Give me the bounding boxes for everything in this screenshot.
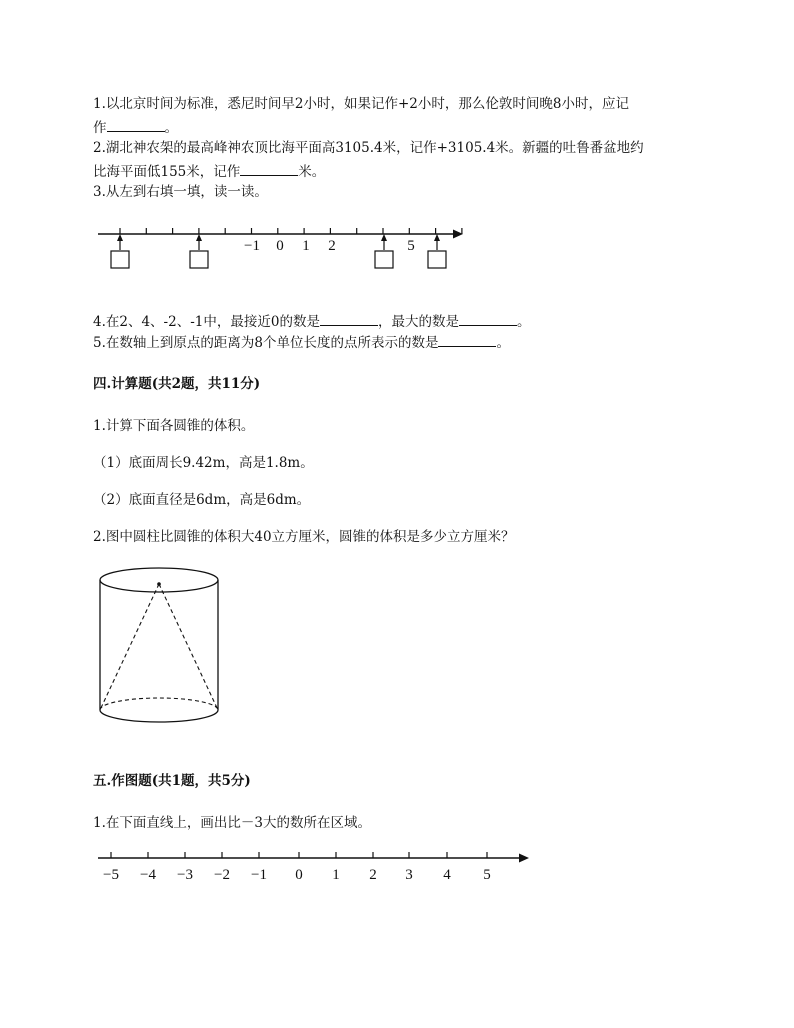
arrowhead-icon	[117, 234, 123, 241]
cylinder-cone-figure	[100, 568, 218, 722]
q3-answer-box-1[interactable]	[111, 234, 129, 268]
s4-q2: 2.图中圆柱比圆锥的体积大40立方厘米，圆锥的体积是多少立方厘米？	[93, 529, 515, 545]
answer-box[interactable]	[111, 251, 129, 268]
q4-line	[93, 311, 530, 331]
answer-box[interactable]	[428, 251, 446, 268]
q4-middle: ，最大的数是	[377, 314, 459, 330]
q4-answer-blank-1[interactable]	[320, 311, 378, 326]
q3-answer-box-4[interactable]	[428, 234, 446, 268]
q1-prefix: 作	[93, 120, 107, 136]
cylinder-top-ellipse	[100, 568, 218, 592]
s5-label: −5	[103, 867, 119, 883]
q3-label: 1	[302, 238, 310, 254]
arrowhead-icon	[381, 234, 387, 241]
cylinder-bottom-back	[100, 698, 218, 710]
cone-right-edge	[159, 584, 218, 710]
q2-prefix: 比海平面低155米，记作	[93, 164, 241, 180]
q1-line1: 1.以北京时间为标准，悉尼时间早2小时，如果记作+2小时，那么伦敦时间晚8小时，应记	[93, 96, 629, 112]
s4-q1: 1.计算下面各圆锥的体积。	[93, 418, 255, 434]
cone-left-edge	[100, 584, 159, 710]
s5-label: −1	[251, 867, 267, 883]
s5-label: 1	[332, 867, 340, 883]
s5-number-line	[98, 852, 529, 883]
q3-labels	[244, 238, 415, 254]
s5-q1: 1.在下面直线上，画出比－3大的数所在区域。	[93, 815, 371, 831]
answer-box[interactable]	[375, 251, 393, 268]
s5-label: 5	[483, 867, 491, 883]
q3-label: 0	[276, 238, 284, 254]
q3-label: 5	[407, 238, 415, 254]
s5-labels	[103, 867, 491, 883]
q1-suffix: 。	[164, 120, 178, 136]
s4-q1-b: （2）底面直径是6dm，高是6dm。	[93, 492, 311, 508]
s4-q1-a: （1）底面周长9.42m，高是1.8m。	[93, 455, 314, 471]
s5-label: 0	[295, 867, 303, 883]
q5-suffix: 。	[496, 335, 510, 351]
q4-prefix: 4.在2、4、-2、-1中，最接近0的数是	[93, 314, 320, 330]
q5-prefix: 5.在数轴上到原点的距离为8个单位长度的点所表示的数是	[93, 335, 439, 351]
section4-title: 四.计算题(共2题，共11分)	[93, 376, 261, 392]
q2-suffix: 米。	[298, 164, 326, 180]
q3-answer-box-3[interactable]	[375, 234, 393, 268]
s5-label: 3	[405, 867, 413, 883]
section5-title: 五.作图题(共1题，共5分)	[93, 773, 251, 789]
s5-ticks	[111, 852, 487, 858]
s5-label: 2	[369, 867, 377, 883]
arrowhead-icon	[434, 234, 440, 241]
cylinder-bottom-front	[100, 710, 218, 722]
q3-label: 2	[328, 238, 336, 254]
s5-label: −3	[177, 867, 193, 883]
s5-label: −4	[140, 867, 156, 883]
q5-answer-blank[interactable]	[438, 332, 496, 347]
arrowhead-icon	[196, 234, 202, 241]
q2-line1: 2.湖北神农架的最高峰神农顶比海平面高3105.4米，记作+3105.4米。新疆的吐鲁番盆地约	[93, 140, 644, 156]
q3-label: −1	[244, 238, 260, 254]
q5-line	[93, 332, 510, 352]
q4-suffix: 。	[516, 314, 531, 330]
answer-box[interactable]	[190, 251, 208, 268]
q4-answer-blank-2[interactable]	[459, 311, 517, 326]
s5-axis-arrowhead	[519, 854, 529, 863]
s5-label: −2	[214, 867, 230, 883]
q3-answer-box-2[interactable]	[190, 234, 208, 268]
cone-apex-dot	[157, 582, 161, 586]
s5-label: 4	[443, 867, 451, 883]
q3-text: 3.从左到右填一填，读一读。	[93, 184, 268, 200]
q3-ticks	[120, 228, 462, 234]
